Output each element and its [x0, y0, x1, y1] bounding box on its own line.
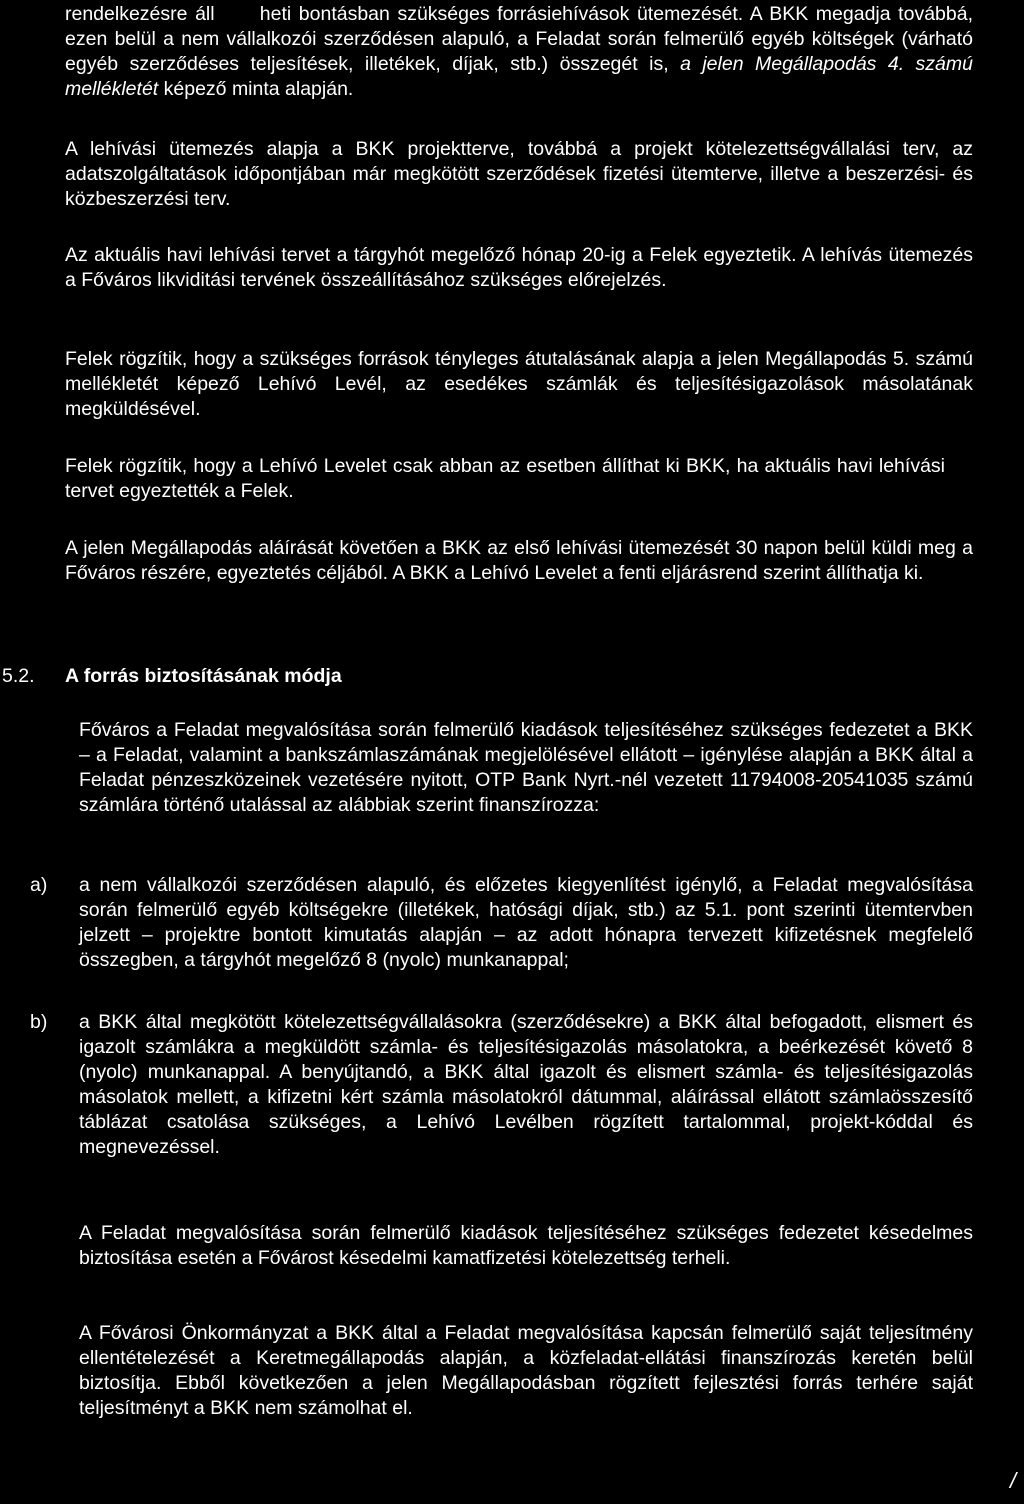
paragraph-monthly-plan: Az aktuális havi lehívási tervet a tárgyhót megelőző hónap 20-ig a Felek egyeztetik. A lehívás ütemezés a Főváros likviditási tervének összeállításához szükséges előrejelzés.: [65, 244, 973, 291]
section-intro: Főváros a Feladat megvalósítása során felmerülő kiadások teljesítéséhez szükséges fedezetet a BKK – a Feladat, valamint a bankszámlaszámának megjelölésével ellátott – igénylése alapján a BKK által a Feladat pénzeszközeinek vezetésére nyitott, OTP Bank Nyrt.-nél vezetett 11794008-20541035 számú számlára történő utalással az alábbiak szerint finanszírozza:: [79, 719, 973, 816]
paragraph-late-interest: A Feladat megvalósítása során felmerülő kiadások teljesítéséhez szükséges fedezetet késedelmes biztosítása esetén a Fővárost késedelmi kamatfizetési kötelezettség terheli.: [79, 1222, 973, 1269]
paragraph-transfer-basis: Felek rögzítik, hogy a szükséges források tényleges átutalásának alapja a jelen Megállapodás 5. számú mellékletét képező Lehívó Levél, az esedékes számlák és teljesítésigazolások másolatának megküldésével.: [65, 348, 973, 420]
paragraph-call-letter: Felek rögzítik, hogy a Lehívó Levelet csak abban az esetben állíthat ki BKK, ha aktuális havi lehívási tervet egyeztették a Felek.: [65, 455, 945, 502]
list-item-b: a BKK által megkötött kötelezettségvállalásokra (szerződésekre) a BKK által befogadott, elismert és igazolt számlákra a megküldött számla- és teljesítésigazolás másolatokra, a beérkezését követő 8 (nyolc) munkanappal. A benyújtandó, a BKK által igazolt és elismert számla- és teljesítésigazolás másolatok mellett, a kifizetni kért számla másolatokról dátummal, aláírással ellátott számlaösszesítő táblázat csatolása szükséges, a Lehívó Levélben rögzített tartalommal, projekt-kóddal és megnevezéssel.: [79, 1011, 973, 1158]
list-marker-b: b): [30, 1011, 48, 1033]
paragraph-forecast-end: képező minta alapján.: [163, 78, 354, 100]
paragraph-schedule-basis: A lehívási ütemezés alapja a BKK projektterve, továbbá a projekt kötelezettségvállalási terv, az adatszolgáltatások időpontjában már megkötött szerződések fizetési ütemterve, illetve a beszerzési- és közbeszerzési terv.: [65, 138, 973, 210]
section-title: A forrás biztosításának módja: [65, 665, 342, 687]
paragraph-forecast: [65, 2, 973, 102]
paragraph-forecast-body: heti bontásban szükséges forrásiehívások ütemezését. A BKK megadja továbbá, ezen belül a nem vállalkozói szerződésen alapuló, a Feladat során felmerülő egyéb költségek (várható egyéb szerződéses teljesítések, illetékek, díjak, stb.) összegét is,: [65, 3, 973, 75]
margin-mark: /: [1010, 1468, 1017, 1493]
paragraph-forecast-annex-ref: a jelen Megállapodás 4. számú mellékletét: [65, 53, 973, 100]
paragraph-own-performance: A Fővárosi Önkormányzat a BKK által a Feladat megvalósítása kapcsán felmerülő saját teljesítmény ellentételezését a Keretmegállapodás alapján, a közfeladat-ellátási finanszírozás keretén belül biztosítja. Ebből következően a jelen Megállapodásban rögzített fejlesztési forrás terhére saját teljesítményt a BKK nem számolhat el.: [79, 1322, 973, 1419]
section-number: 5.2.: [2, 665, 35, 687]
list-marker-a: a): [30, 874, 48, 896]
paragraph-first-schedule: A jelen Megállapodás aláírását követően a BKK az első lehívási ütemezését 30 napon belül küldi meg a Főváros részére, egyeztetés céljából. A BKK a Lehívó Levelet a fenti eljárásrend szerint állíthatja ki.: [65, 537, 973, 584]
paragraph-forecast-start: rendelkezésre áll: [65, 3, 215, 25]
list-item-a: a nem vállalkozói szerződésen alapuló, és előzetes kiegyenlítést igénylő, a Feladat megvalósítása során felmerülő egyéb költségekre (illetékek, hatósági díjak, stb.) az 5.1. pont szerinti ütemtervben jelzett – projektre bontott kimutatás alapján – az adott hónapra tervezett kifizetésnek megfelelő összegben, a tárgyhót megelőző 8 (nyolc) munkanappal;: [79, 874, 973, 971]
